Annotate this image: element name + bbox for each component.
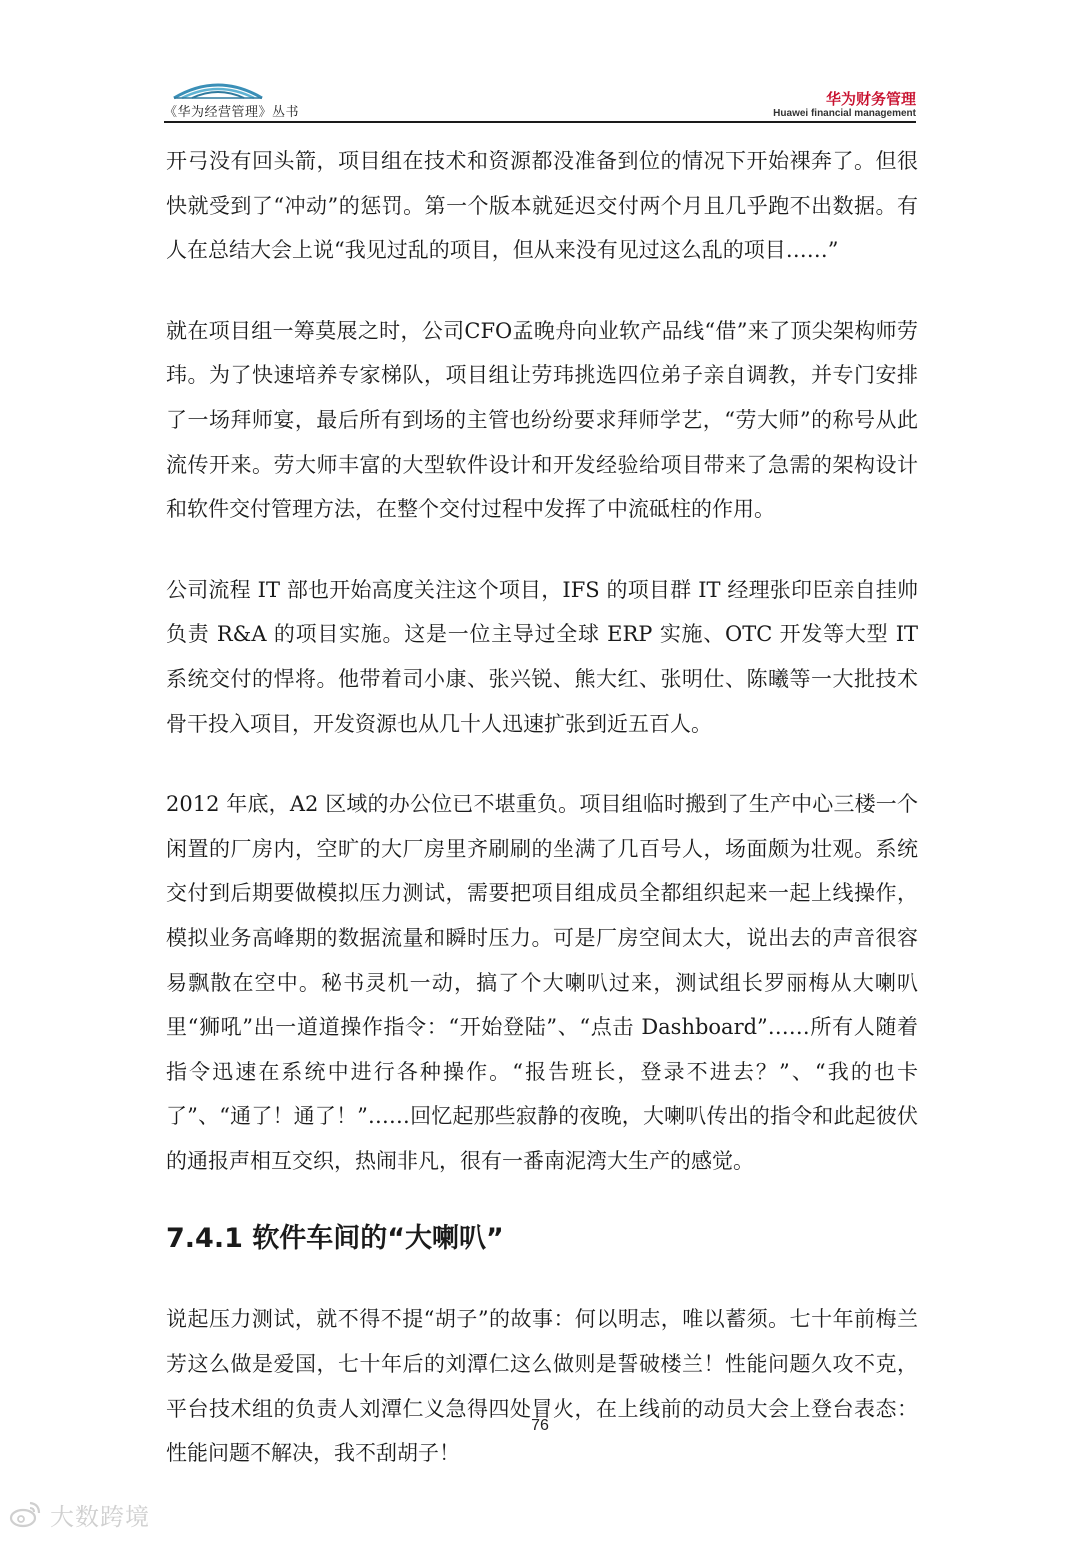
header-divider [164, 121, 916, 123]
weibo-logo-icon [8, 1499, 42, 1529]
body-paragraph: 公司流程 IT 部也开始高度关注这个项目，IFS 的项目群 IT 经理张印臣亲自挂帅负责 R&A 的项目实施。这是一位主导过全球 ERP 实施、OTC 开发等大型 IT 系统交付的悍将。他带着司小康、张兴锐、熊大红、张明仕、陈曦等一大批技术骨干投入项目，开发资源也从几十人迅速扩张到近五百人。 [166, 577, 918, 736]
page-number: 76 [531, 1417, 549, 1434]
body-paragraph: 开弓没有回头箭，项目组在技术和资源都没准备到位的情况下开始裸奔了。但很快就受到了“冲动”的惩罚。第一个版本就延迟交付两个月且几乎跑不出数据。有人在总结大会上说“我见过乱的项目，但从来没有见过这么乱的项目……” [166, 149, 918, 263]
page-body [166, 139, 918, 1512]
page-header [0, 0, 1080, 125]
watermark-text: 大数跨境 [50, 1502, 150, 1531]
watermark [8, 1497, 150, 1531]
brand-name-chinese: 华为财务管理 [825, 90, 916, 108]
section-heading: 7.4.1 软件车间的“大喇叭” [166, 1223, 504, 1255]
series-title: 《华为经营管理》丛书 [164, 105, 300, 120]
body-paragraph: 2012 年底，A2 区域的办公位已不堪重负。项目组临时搬到了生产中心三楼一个闲置的厂房内，空旷的大厂房里齐刷刷的坐满了几百号人，场面颇为壮观。系统交付到后期要做模拟压力测试，需要把项目组成员全都组织起来一起上线操作，模拟业务高峰期的数据流量和瞬时压力。可是厂房空间太大，说出去的声音很容易飘散在空中。秘书灵机一动，搞了个大喇叭过来，测试组长罗丽梅从大喇叭里“狮吼”出一道道操作指令：“开始登陆”、“点击 Dashboard”……所有人随着指令迅速在系统中进行各种操作。“报告班长，登录不进去？”、“我的也卡了”、“通了！通了！”……回忆起那些寂静的夜晚，大喇叭传出的指令和此起彼伏的通报声相互交织，热闹非凡，很有一番南泥湾大生产的感觉。 [166, 792, 918, 1173]
brand-name-english: Huawei financial management [773, 108, 916, 119]
building-roof-logo-icon [172, 74, 264, 100]
body-paragraph: 就在项目组一筹莫展之时，公司CFO孟晚舟向业软产品线“借”来了顶尖架构师劳玮。为了快速培养专家梯队，项目组让劳玮挑选四位弟子亲自调教，并专门安排了一场拜师宴，最后所有到场的主管也纷纷要求拜师学艺，“劳大师”的称号从此流传开来。劳大师丰富的大型软件设计和开发经验给项目带来了急需的架构设计和软件交付管理方法，在整个交付过程中发挥了中流砥柱的作用。 [166, 318, 918, 522]
section-paragraph: 说起压力测试，就不得不提“胡子”的故事：何以明志，唯以蓄须。七十年前梅兰芳这么做是爱国，七十年后的刘潭仁这么做则是誓破楼兰！性能问题久攻不克，平台技术组的负责人刘潭仁义急得四处冒火，在上线前的动员大会上登台表态：性能问题不解决，我不刮胡子！ [166, 1307, 918, 1466]
